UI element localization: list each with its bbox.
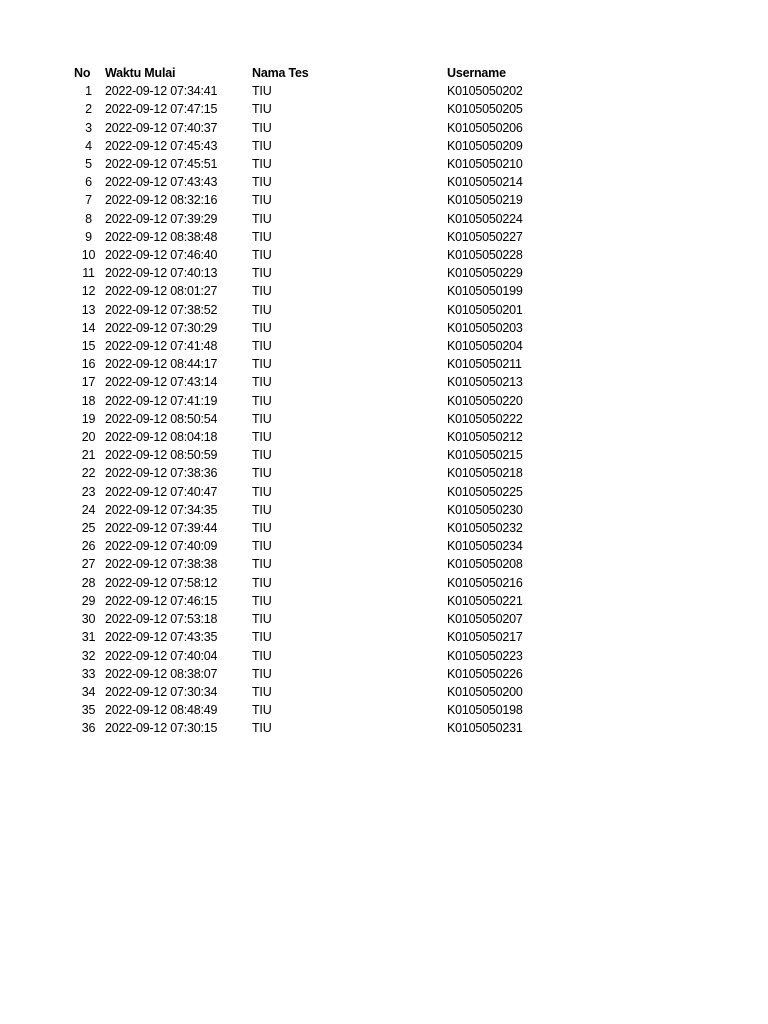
cell-no: 26 — [81, 539, 96, 554]
cell-nama-tes: TIU — [252, 84, 272, 99]
cell-waktu-mulai: 2022-09-12 08:38:07 — [105, 666, 218, 681]
cell-waktu-mulai: 2022-09-12 07:41:19 — [105, 393, 218, 408]
cell-waktu-mulai: 2022-09-12 07:38:52 — [105, 302, 218, 317]
cell-nama-tes: TIU — [252, 284, 272, 299]
cell-username: K0105050199 — [447, 284, 523, 299]
cell-waktu-mulai: 2022-09-12 07:46:40 — [105, 248, 218, 263]
cell-no: 27 — [81, 557, 96, 572]
cell-nama-tes: TIU — [252, 229, 272, 244]
cell-nama-tes: TIU — [252, 521, 272, 536]
cell-no: 30 — [81, 612, 96, 627]
cell-nama-tes: TIU — [252, 575, 272, 590]
header-nama-tes: Nama Tes — [252, 66, 309, 80]
cell-username: K0105050207 — [447, 612, 523, 627]
cell-waktu-mulai: 2022-09-12 08:04:18 — [105, 430, 218, 445]
cell-no: 28 — [81, 575, 96, 590]
cell-nama-tes: TIU — [252, 539, 272, 554]
cell-username: K0105050217 — [447, 630, 523, 645]
table-row — [72, 173, 567, 191]
cell-waktu-mulai: 2022-09-12 08:01:27 — [105, 284, 218, 299]
cell-username: K0105050227 — [447, 229, 523, 244]
cell-waktu-mulai: 2022-09-12 07:38:36 — [105, 466, 218, 481]
cell-nama-tes: TIU — [252, 630, 272, 645]
cell-no: 25 — [81, 521, 96, 536]
cell-username: K0105050225 — [447, 484, 523, 499]
cell-waktu-mulai: 2022-09-12 07:34:41 — [105, 84, 218, 99]
cell-no: 21 — [81, 448, 96, 463]
cell-username: K0105050208 — [447, 557, 523, 572]
cell-no: 23 — [81, 484, 96, 499]
header-username: Username — [447, 66, 506, 80]
table-row — [72, 519, 567, 537]
cell-nama-tes: TIU — [252, 666, 272, 681]
table-body — [72, 82, 567, 737]
cell-no: 34 — [81, 684, 96, 699]
header-no: No — [74, 66, 91, 80]
cell-waktu-mulai: 2022-09-12 07:38:38 — [105, 557, 218, 572]
cell-nama-tes: TIU — [252, 721, 272, 736]
table-row — [72, 464, 567, 482]
cell-nama-tes: TIU — [252, 612, 272, 627]
cell-no: 36 — [81, 721, 96, 736]
table-row — [72, 446, 567, 464]
cell-username: K0105050203 — [447, 320, 523, 335]
cell-waktu-mulai: 2022-09-12 07:47:15 — [105, 102, 218, 117]
cell-no: 2 — [85, 102, 92, 117]
cell-username: K0105050211 — [447, 357, 522, 372]
cell-nama-tes: TIU — [252, 357, 272, 372]
table-row — [72, 210, 567, 228]
table-row — [72, 555, 567, 573]
cell-waktu-mulai: 2022-09-12 07:34:35 — [105, 502, 218, 517]
cell-username: K0105050210 — [447, 157, 523, 172]
cell-no: 10 — [81, 248, 96, 263]
cell-username: K0105050216 — [447, 575, 523, 590]
cell-nama-tes: TIU — [252, 684, 272, 699]
cell-nama-tes: TIU — [252, 266, 272, 281]
cell-nama-tes: TIU — [252, 648, 272, 663]
table-row — [72, 137, 567, 155]
cell-no: 18 — [81, 393, 96, 408]
cell-waktu-mulai: 2022-09-12 07:30:29 — [105, 320, 218, 335]
table-row — [72, 264, 567, 282]
cell-username: K0105050214 — [447, 175, 523, 190]
table-row — [72, 719, 567, 737]
cell-username: K0105050229 — [447, 266, 523, 281]
header-row — [72, 64, 567, 82]
cell-no: 13 — [81, 302, 96, 317]
cell-nama-tes: TIU — [252, 339, 272, 354]
table-row — [72, 683, 567, 701]
table-row — [72, 665, 567, 683]
cell-waktu-mulai: 2022-09-12 07:41:48 — [105, 339, 218, 354]
table-row — [72, 410, 567, 428]
cell-waktu-mulai: 2022-09-12 07:40:09 — [105, 539, 218, 554]
cell-waktu-mulai: 2022-09-12 07:39:29 — [105, 211, 218, 226]
table-row — [72, 428, 567, 446]
cell-nama-tes: TIU — [252, 320, 272, 335]
table-row — [72, 100, 567, 118]
cell-nama-tes: TIU — [252, 557, 272, 572]
cell-username: K0105050234 — [447, 539, 523, 554]
cell-username: K0105050220 — [447, 393, 523, 408]
cell-waktu-mulai: 2022-09-12 08:44:17 — [105, 357, 218, 372]
cell-no: 17 — [81, 375, 96, 390]
cell-no: 9 — [85, 229, 92, 244]
cell-no: 12 — [81, 284, 96, 299]
cell-nama-tes: TIU — [252, 393, 272, 408]
cell-waktu-mulai: 2022-09-12 07:40:13 — [105, 266, 218, 281]
cell-username: K0105050219 — [447, 193, 523, 208]
cell-no: 20 — [81, 430, 96, 445]
table-row — [72, 483, 567, 501]
table-row — [72, 82, 567, 100]
table-row — [72, 701, 567, 719]
table-row — [72, 355, 567, 373]
table-row — [72, 282, 567, 300]
table-row — [72, 537, 567, 555]
cell-no: 16 — [81, 357, 96, 372]
cell-nama-tes: TIU — [252, 248, 272, 263]
cell-no: 33 — [81, 666, 96, 681]
cell-username: K0105050201 — [447, 302, 523, 317]
cell-waktu-mulai: 2022-09-12 08:32:16 — [105, 193, 218, 208]
cell-nama-tes: TIU — [252, 193, 272, 208]
cell-no: 15 — [81, 339, 96, 354]
cell-waktu-mulai: 2022-09-12 07:30:34 — [105, 684, 218, 699]
table-row — [72, 119, 567, 137]
cell-nama-tes: TIU — [252, 120, 272, 135]
cell-nama-tes: TIU — [252, 466, 272, 481]
table-row — [72, 501, 567, 519]
table-row — [72, 337, 567, 355]
cell-username: K0105050202 — [447, 84, 523, 99]
cell-no: 1 — [85, 84, 92, 99]
table-row — [72, 373, 567, 391]
cell-waktu-mulai: 2022-09-12 07:53:18 — [105, 612, 218, 627]
cell-waktu-mulai: 2022-09-12 07:30:15 — [105, 721, 218, 736]
cell-username: K0105050215 — [447, 448, 523, 463]
cell-no: 3 — [85, 120, 92, 135]
table-row — [72, 574, 567, 592]
table-row — [72, 191, 567, 209]
table-row — [72, 647, 567, 665]
table-row — [72, 319, 567, 337]
results-sheet — [72, 64, 567, 738]
cell-no: 19 — [81, 411, 96, 426]
table-row — [72, 610, 567, 628]
cell-nama-tes: TIU — [252, 175, 272, 190]
cell-username: K0105050222 — [447, 411, 523, 426]
cell-no: 4 — [85, 138, 92, 153]
cell-username: K0105050221 — [447, 593, 523, 608]
cell-no: 35 — [81, 703, 96, 718]
cell-waktu-mulai: 2022-09-12 07:40:04 — [105, 648, 218, 663]
cell-username: K0105050223 — [447, 648, 523, 663]
cell-no: 24 — [81, 502, 96, 517]
cell-nama-tes: TIU — [252, 211, 272, 226]
cell-nama-tes: TIU — [252, 138, 272, 153]
table-row — [72, 592, 567, 610]
cell-waktu-mulai: 2022-09-12 07:45:51 — [105, 157, 218, 172]
cell-username: K0105050224 — [447, 211, 523, 226]
cell-username: K0105050218 — [447, 466, 523, 481]
cell-nama-tes: TIU — [252, 302, 272, 317]
cell-waktu-mulai: 2022-09-12 08:50:59 — [105, 448, 218, 463]
cell-no: 22 — [81, 466, 96, 481]
table-row — [72, 246, 567, 264]
cell-no: 31 — [81, 630, 96, 645]
header-waktu-mulai: Waktu Mulai — [105, 66, 176, 80]
cell-nama-tes: TIU — [252, 157, 272, 172]
cell-waktu-mulai: 2022-09-12 07:43:43 — [105, 175, 218, 190]
cell-username: K0105050206 — [447, 120, 523, 135]
cell-no: 7 — [85, 193, 92, 208]
cell-username: K0105050212 — [447, 430, 523, 445]
cell-no: 11 — [82, 266, 95, 281]
cell-no: 6 — [85, 175, 92, 190]
cell-username: K0105050198 — [447, 703, 523, 718]
cell-no: 14 — [81, 320, 96, 335]
cell-username: K0105050205 — [447, 102, 523, 117]
cell-waktu-mulai: 2022-09-12 08:38:48 — [105, 229, 218, 244]
cell-waktu-mulai: 2022-09-12 07:45:43 — [105, 138, 218, 153]
cell-nama-tes: TIU — [252, 375, 272, 390]
cell-nama-tes: TIU — [252, 448, 272, 463]
cell-nama-tes: TIU — [252, 102, 272, 117]
cell-nama-tes: TIU — [252, 430, 272, 445]
cell-waktu-mulai: 2022-09-12 08:50:54 — [105, 411, 218, 426]
table-header — [72, 64, 567, 82]
results-table — [72, 64, 567, 738]
cell-nama-tes: TIU — [252, 593, 272, 608]
cell-waktu-mulai: 2022-09-12 07:40:37 — [105, 120, 218, 135]
cell-username: K0105050228 — [447, 248, 523, 263]
cell-no: 32 — [81, 648, 96, 663]
cell-username: K0105050232 — [447, 521, 523, 536]
table-row — [72, 155, 567, 173]
cell-username: K0105050226 — [447, 666, 523, 681]
cell-waktu-mulai: 2022-09-12 08:48:49 — [105, 703, 218, 718]
cell-no: 29 — [81, 593, 96, 608]
cell-no: 8 — [85, 211, 92, 226]
table-row — [72, 392, 567, 410]
table-row — [72, 301, 567, 319]
cell-waktu-mulai: 2022-09-12 07:39:44 — [105, 521, 218, 536]
cell-waktu-mulai: 2022-09-12 07:46:15 — [105, 593, 218, 608]
cell-no: 5 — [85, 157, 92, 172]
cell-nama-tes: TIU — [252, 411, 272, 426]
cell-username: K0105050231 — [447, 721, 523, 736]
cell-nama-tes: TIU — [252, 484, 272, 499]
cell-waktu-mulai: 2022-09-12 07:43:35 — [105, 630, 218, 645]
cell-username: K0105050230 — [447, 502, 523, 517]
cell-waktu-mulai: 2022-09-12 07:58:12 — [105, 575, 218, 590]
cell-username: K0105050200 — [447, 684, 523, 699]
cell-waktu-mulai: 2022-09-12 07:40:47 — [105, 484, 218, 499]
table-row — [72, 628, 567, 646]
cell-nama-tes: TIU — [252, 502, 272, 517]
cell-waktu-mulai: 2022-09-12 07:43:14 — [105, 375, 218, 390]
table-row — [72, 228, 567, 246]
cell-username: K0105050204 — [447, 339, 523, 354]
cell-username: K0105050209 — [447, 138, 523, 153]
cell-username: K0105050213 — [447, 375, 523, 390]
cell-nama-tes: TIU — [252, 703, 272, 718]
